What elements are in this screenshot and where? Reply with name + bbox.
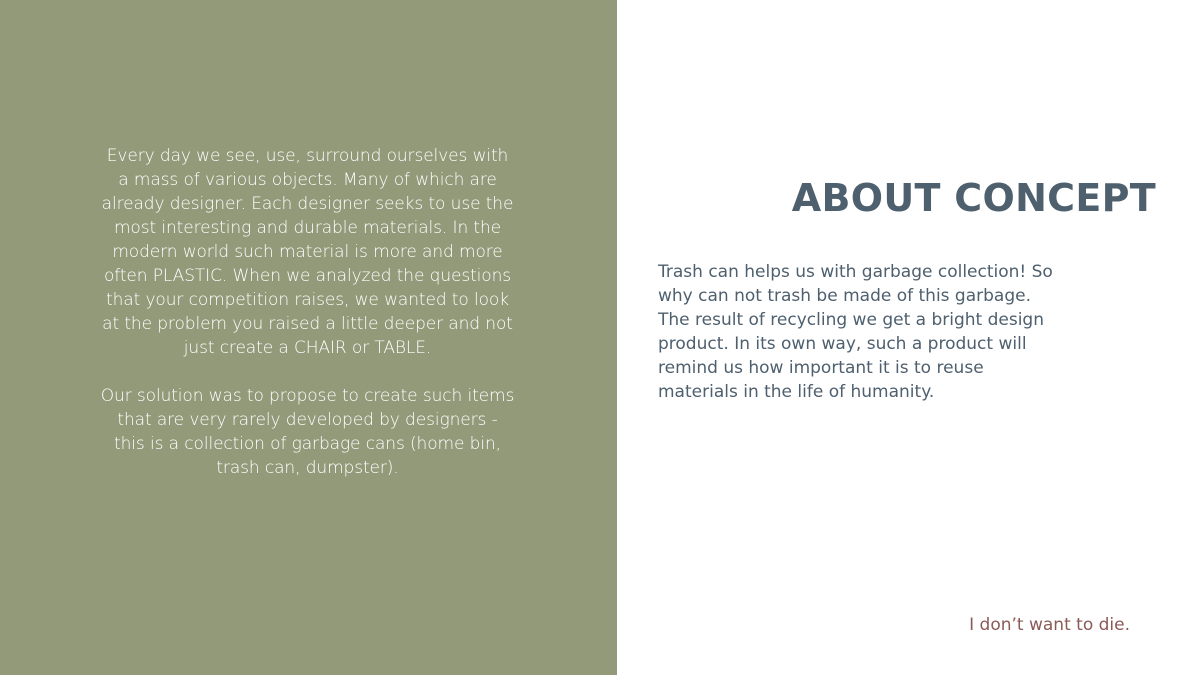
left-paragraph-2: Our solution was to propose to create such items that are very rarely developed by designers - this is a collection of garbage cans (home bin, trash can, dumpster). bbox=[100, 386, 515, 478]
page-title: ABOUT CONCEPT bbox=[791, 176, 1156, 220]
concept-description: Trash can helps us with garbage collection! So why can not trash be made of this garbage. The result of recycling we get a bright design product. In its own way, such a product will remind us how important it is to reuse materials in the life of humanity. bbox=[658, 262, 1053, 402]
left-text-block bbox=[100, 144, 515, 504]
left-paragraph-1: Every day we see, use, surround ourselves with a mass of various objects. Many of which are already designer. Each designer seeks to use the most interesting and durable materials. In the modern world such material is more and more often PLASTIC. When we analyzed the questions that your competition raises, we wanted to look at the problem you raised a little deeper and not just create a CHAIR or TABLE. bbox=[101, 146, 514, 358]
tagline: I don’t want to die. bbox=[969, 615, 1130, 635]
